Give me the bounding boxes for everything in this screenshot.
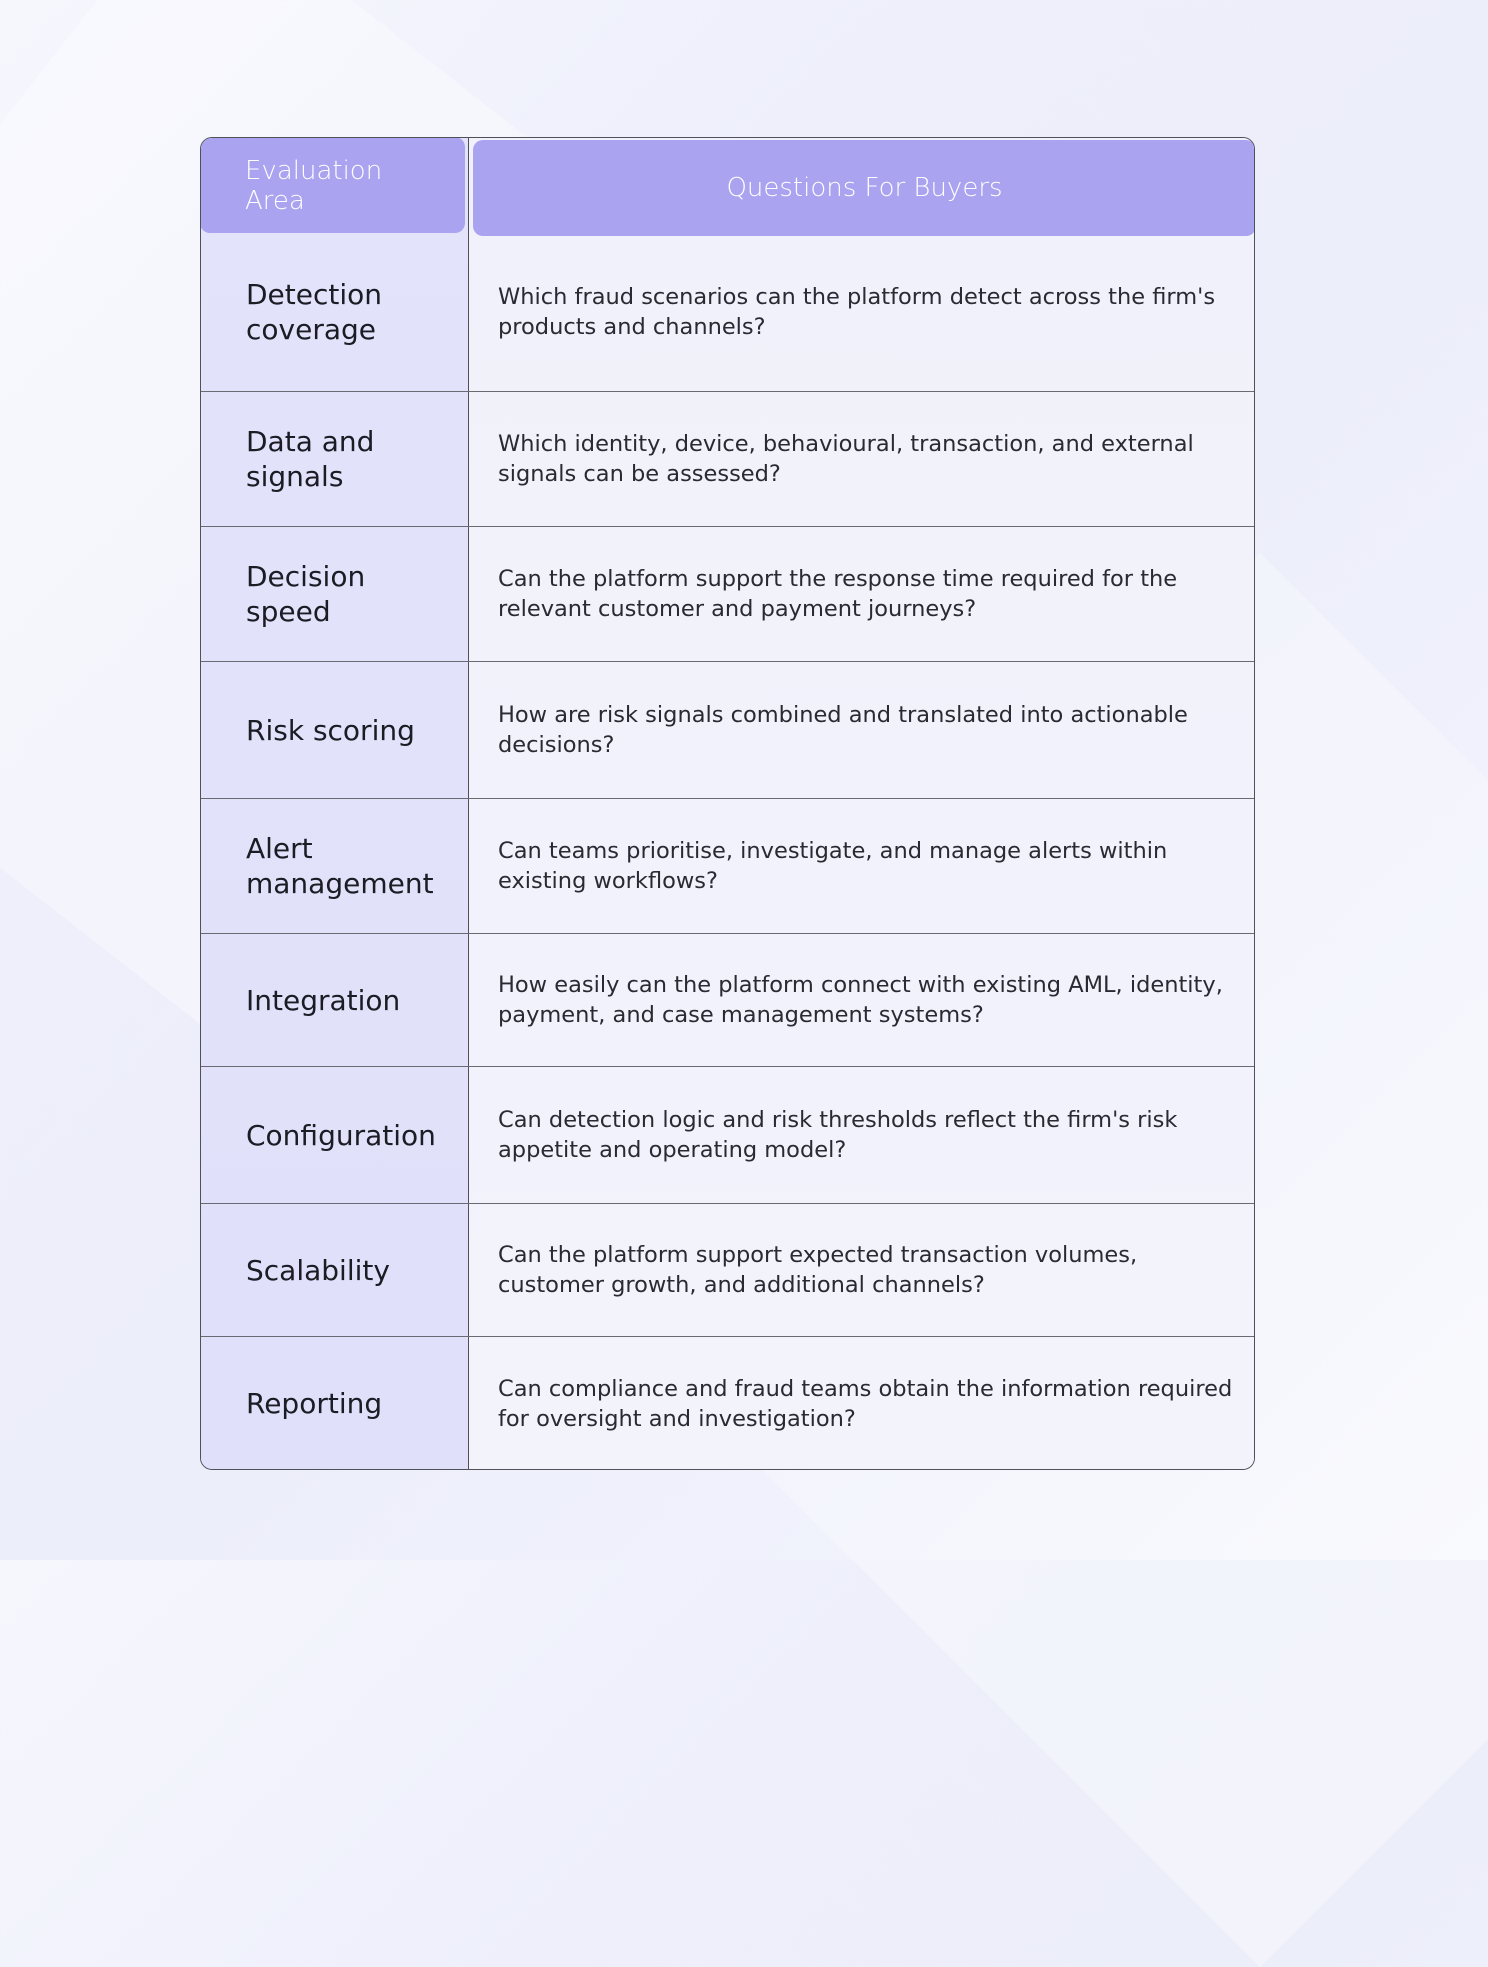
table-row xyxy=(201,526,1254,661)
question-cell: Can teams prioritise, investigate, and manage alerts within existing workflows? xyxy=(498,838,1168,894)
evaluation-area-cell: Data and signals xyxy=(246,425,375,493)
evaluation-area-cell: Scalability xyxy=(246,1253,390,1287)
table-row xyxy=(201,661,1254,798)
evaluation-area-cell: Alert management xyxy=(246,832,434,900)
table-row xyxy=(201,1203,1254,1336)
evaluation-table xyxy=(200,137,1255,1470)
header-evaluation-area xyxy=(200,137,465,233)
header-area-line2: Area xyxy=(245,186,305,216)
table-row xyxy=(201,1336,1254,1470)
table-row xyxy=(201,933,1254,1066)
table-row xyxy=(201,391,1254,526)
question-cell: How easily can the platform connect with existing AML, identity, payment, and case management systems? xyxy=(498,972,1223,1028)
question-cell: Which fraud scenarios can the platform detect across the firm's products and channels? xyxy=(498,284,1216,340)
evaluation-area-cell: Integration xyxy=(246,983,401,1017)
evaluation-area-cell: Risk scoring xyxy=(246,713,415,747)
question-cell: Can detection logic and risk thresholds reflect the firm's risk appetite and operating model? xyxy=(498,1107,1178,1163)
question-cell: Can the platform support expected transaction volumes, customer growth, and additional channels? xyxy=(498,1242,1138,1298)
table-row xyxy=(201,1066,1254,1203)
evaluation-area-cell: Decision speed xyxy=(246,560,366,628)
evaluation-area-cell: Detection coverage xyxy=(246,278,383,346)
evaluation-area-cell: Reporting xyxy=(246,1387,383,1420)
header-questions-for-buyers: Questions For Buyers xyxy=(473,140,1255,236)
table-row xyxy=(201,233,1254,391)
question-cell: Can compliance and fraud teams obtain the information required for oversight and investigation? xyxy=(498,1375,1233,1432)
question-cell: Which identity, device, behavioural, transaction, and external signals can be assessed? xyxy=(498,431,1194,487)
question-cell: Can the platform support the response time required for the relevant customer and payment journeys? xyxy=(498,566,1178,622)
question-cell: How are risk signals combined and translated into actionable decisions? xyxy=(498,702,1188,758)
evaluation-area-cell: Configuration xyxy=(246,1118,436,1152)
header-area-line1: Evaluation xyxy=(245,156,383,186)
table-row xyxy=(201,798,1254,933)
